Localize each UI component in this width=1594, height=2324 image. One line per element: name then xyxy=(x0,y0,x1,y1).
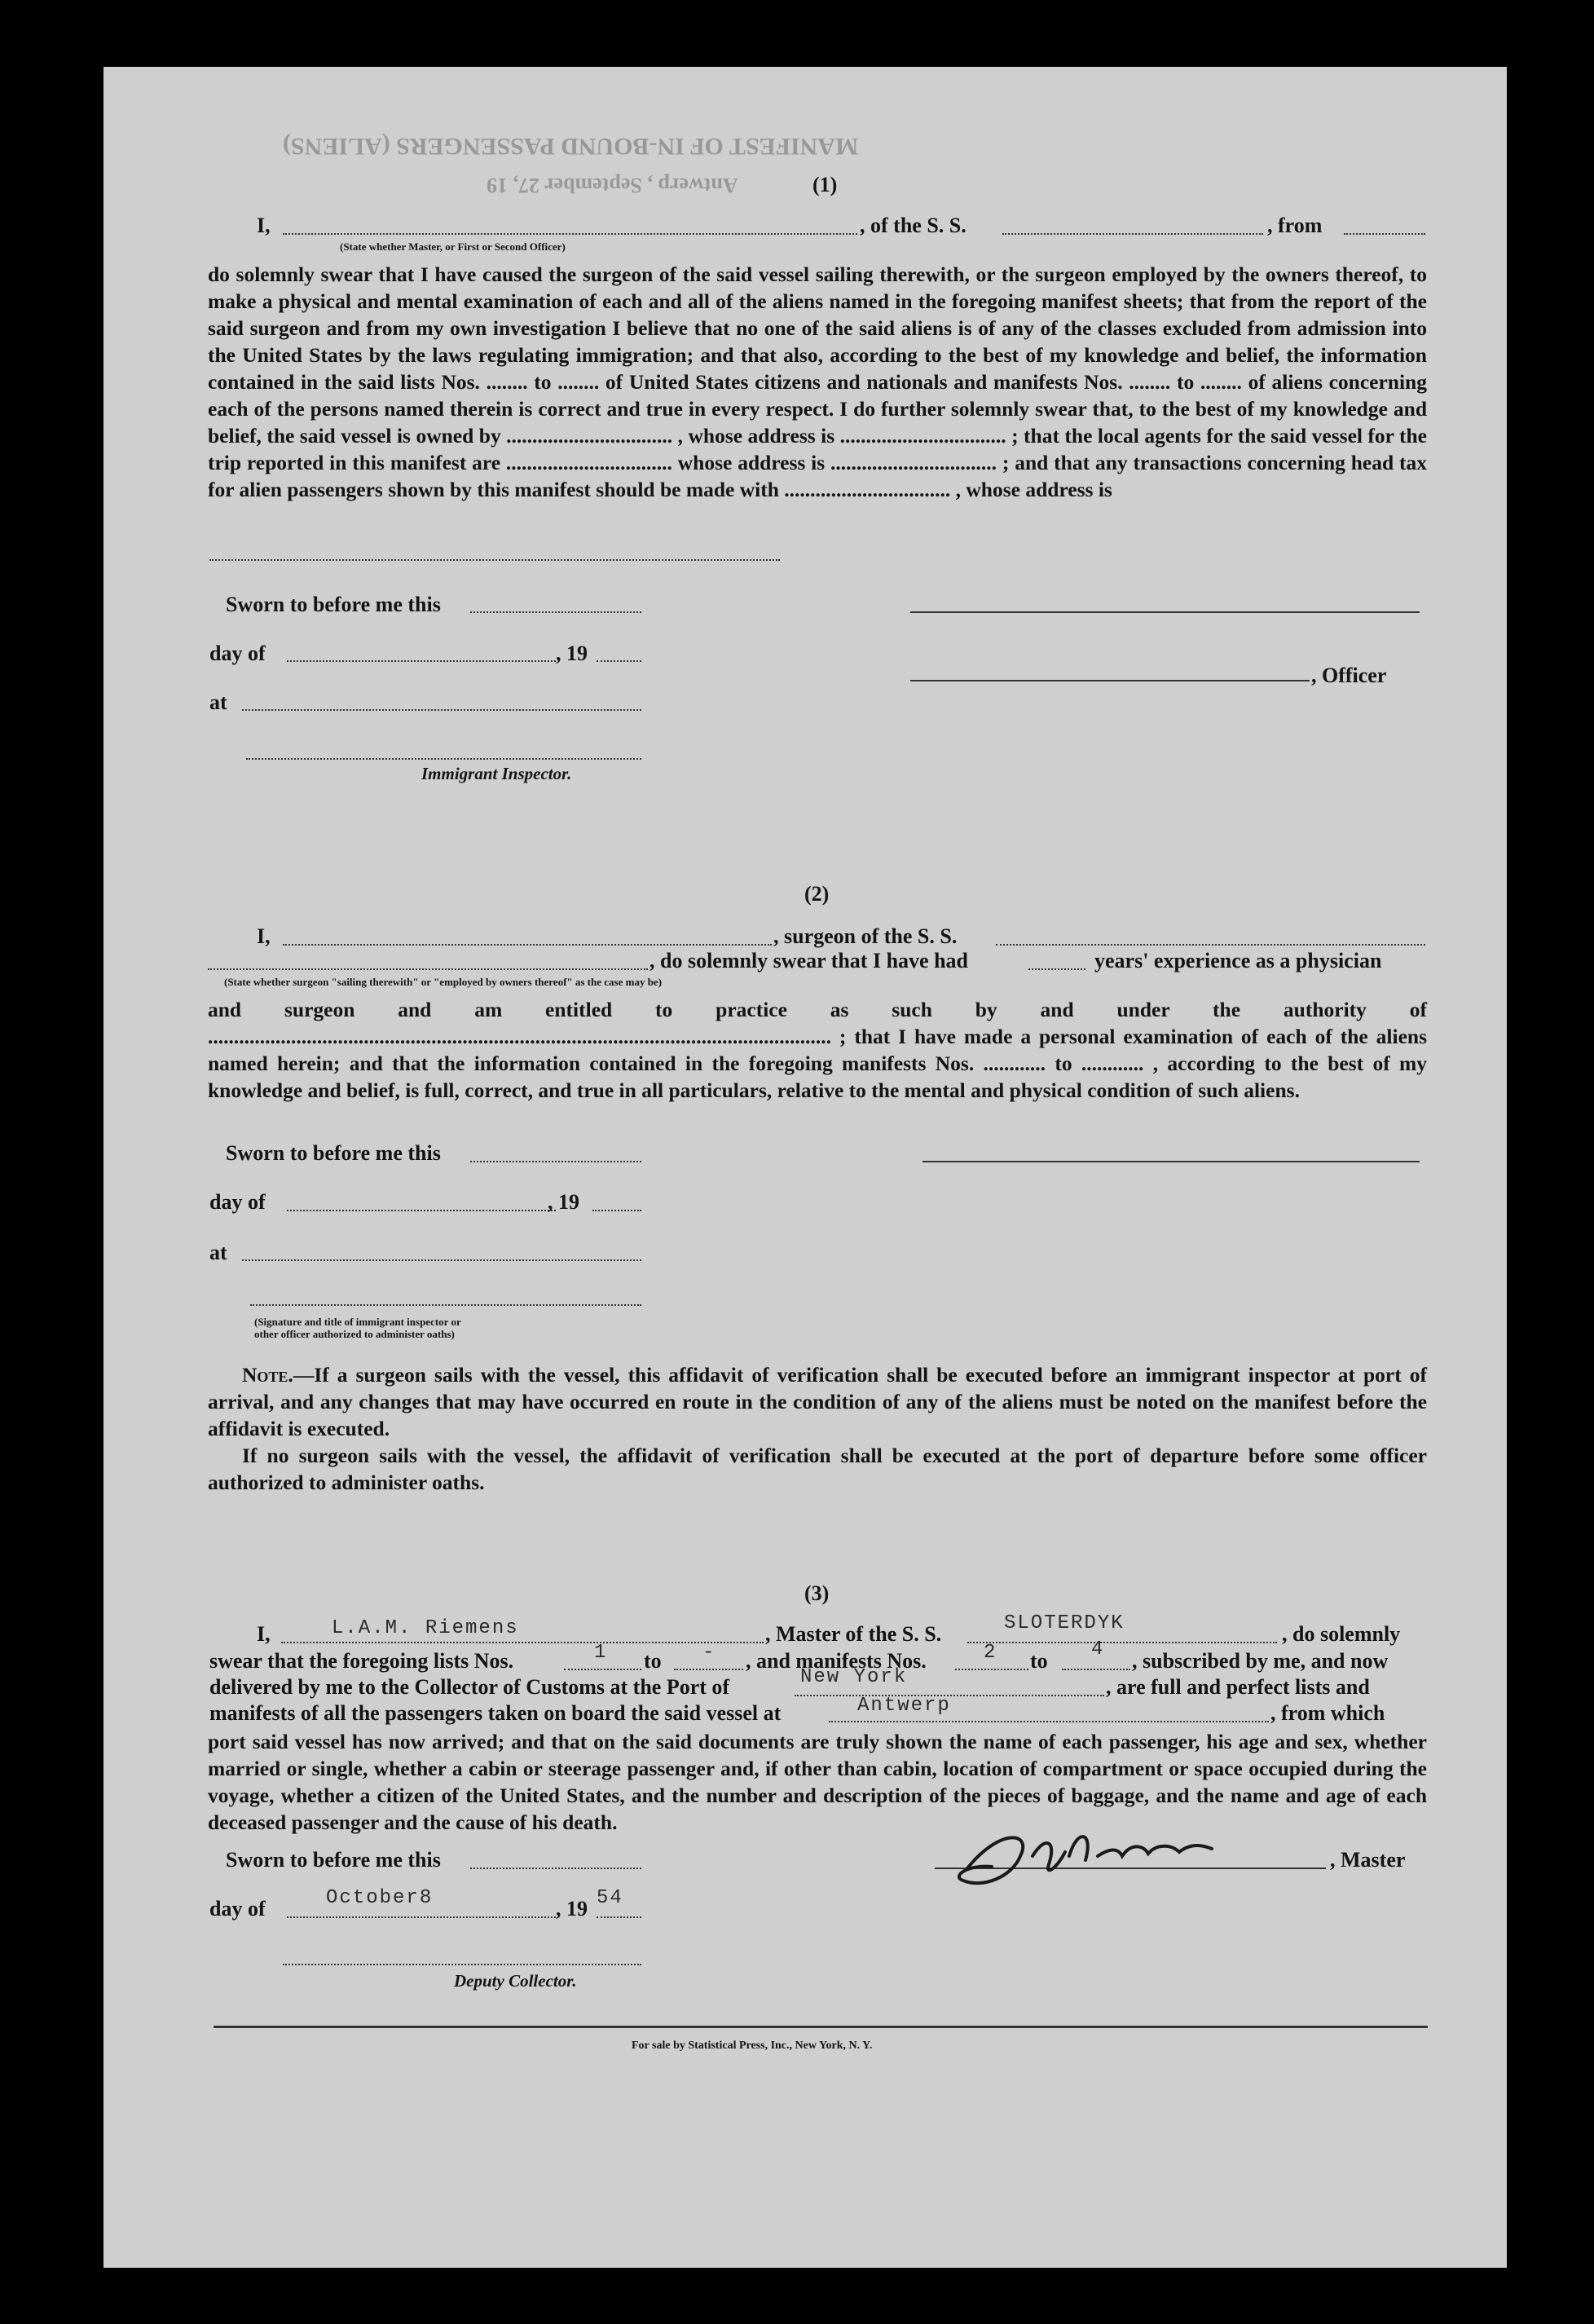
s3-collector-signature-field xyxy=(283,1964,641,1965)
s2-years-field xyxy=(1028,968,1085,970)
s1-inspector-signature-field xyxy=(246,758,641,760)
s2-sworn-field xyxy=(470,1161,641,1162)
s3-to-1-label: to xyxy=(644,1649,662,1673)
s1-officer-field xyxy=(283,233,857,235)
s2-day-of-label: day of xyxy=(209,1190,266,1214)
s3-lists-to: - xyxy=(702,1642,716,1664)
s2-surgeon-name-field xyxy=(283,944,772,946)
s1-sworn-field xyxy=(470,611,641,613)
section-2-number: (2) xyxy=(804,882,830,906)
s3-collector-title: Deputy Collector. xyxy=(454,1971,577,1991)
master-signature-mark xyxy=(935,1819,1326,1901)
s1-officer-note: (State whether Master, or First or Second Officer) xyxy=(340,240,566,253)
s3-lists-from-field xyxy=(564,1669,641,1670)
s2-signer-note-1: (Signature and title of immigrant inspector or xyxy=(254,1316,461,1328)
s3-lists-to-field xyxy=(674,1669,743,1670)
s2-surgeon-signature-line xyxy=(922,1161,1420,1162)
s2-at-label: at xyxy=(209,1241,227,1264)
s3-vessel-name: SLOTERDYK xyxy=(1004,1612,1125,1634)
s1-year-field xyxy=(597,660,641,662)
s1-at-label: at xyxy=(209,690,227,714)
s3-master-label: , Master xyxy=(1330,1848,1406,1872)
s3-vessel-field xyxy=(967,1642,1277,1643)
document-page xyxy=(103,67,1507,2268)
s1-from-field xyxy=(1344,233,1425,235)
s3-master-of-label: , Master of the S. S. xyxy=(765,1622,942,1646)
s2-sworn-label: Sworn to before me this xyxy=(226,1141,441,1165)
s3-full-perfect-label: , are full and perfect lists and xyxy=(1106,1675,1370,1699)
bleed-through-line: Antwerp , September 27, 19 xyxy=(487,174,738,197)
s3-sworn-field xyxy=(470,1868,641,1869)
section-3-number: (3) xyxy=(804,1581,830,1605)
section-1-number: (1) xyxy=(812,173,838,196)
s3-year-field xyxy=(597,1916,641,1918)
s1-officer-signature-line xyxy=(910,611,1420,613)
s3-manifests-label: , and manifests Nos. xyxy=(746,1649,927,1673)
s3-day-of-label: day of xyxy=(209,1897,266,1920)
s2-note-text: —If a surgeon sails with the vessel, this affidavit of verification shall be executed before an immigrant inspector at port of arrival, and any changes that may have occurred en route in the condition of any of the aliens must be noted on the manifest before the affidavit is executed. xyxy=(208,1363,1427,1440)
s2-day-field xyxy=(287,1210,556,1211)
s1-officer-label: , Officer xyxy=(1311,664,1387,687)
s1-year-label: , 19 xyxy=(556,642,588,665)
s3-year-label: , 19 xyxy=(556,1897,588,1920)
s2-inspector-signature-field xyxy=(250,1304,641,1306)
s2-years-label: years' experience as a physician xyxy=(1094,949,1382,972)
s2-note-paragraph xyxy=(208,1361,1427,1442)
s3-port: New York xyxy=(800,1666,908,1688)
s2-note-paragraph-2: If no surgeon sails with the vessel, the affidavit of verification shall be executed at the port of departure before some officer authorized to administer oaths. xyxy=(208,1444,1427,1494)
s2-surgeon-type-field xyxy=(208,968,648,970)
s3-day-field xyxy=(287,1916,556,1918)
s3-manifests-to: 4 xyxy=(1091,1638,1105,1660)
s2-note-title: Note. xyxy=(242,1363,293,1387)
s1-sworn-label: Sworn to before me this xyxy=(226,593,441,616)
s3-from-which-label: , from which xyxy=(1270,1701,1385,1725)
s2-surgeon-note: (State whether surgeon "sailing therewith" or "employed by owners thereof" as the case may be) xyxy=(224,976,663,988)
s1-day-field xyxy=(287,660,556,662)
s2-year-label: , 19 xyxy=(548,1190,579,1214)
s3-year: 54 xyxy=(597,1887,623,1909)
s2-surgeon-of-label: , surgeon of the S. S. xyxy=(773,924,958,948)
s2-year-field xyxy=(592,1210,641,1211)
s3-manifests-from-field xyxy=(955,1669,1028,1670)
s3-oath-paragraph: port said vessel has now arrived; and that on the said documents are truly shown the name of each passenger, his age and sex, whether married or single, whether a cabin or steerage passenger and, if other than cabin, location of compartment or space occupied during the voyage, whether a citizen of the United States, and the number and description of the pieces of baggage, and the name and age of each deceased passenger and the cause of his death. xyxy=(208,1730,1427,1834)
s3-departure: Antwerp xyxy=(857,1695,951,1717)
s3-sworn-label: Sworn to before me this xyxy=(226,1848,441,1872)
s1-of-ss-label: , of the S. S. xyxy=(860,214,967,237)
s3-date: October8 xyxy=(326,1887,434,1909)
s3-do-solemnly-label: , do solemnly xyxy=(1282,1622,1401,1646)
footer-rule xyxy=(214,2026,1428,2028)
s2-vessel-field xyxy=(996,944,1425,946)
s3-master-name: L.A.M. Riemens xyxy=(332,1617,519,1639)
s1-from-label: , from xyxy=(1267,214,1323,237)
s3-master-field xyxy=(281,1642,764,1643)
s1-last-line-field xyxy=(209,559,780,561)
s3-lists-from: 1 xyxy=(594,1642,608,1664)
s3-manifests-of-label: manifests of all the passengers taken on board the said vessel at xyxy=(209,1701,782,1725)
s3-departure-field xyxy=(829,1721,1269,1722)
s1-at-field xyxy=(242,709,641,711)
s1-i-label: I, xyxy=(257,214,271,237)
s3-delivered-label: delivered by me to the Collector of Customs at the Port of xyxy=(209,1675,730,1699)
s1-officer-line xyxy=(910,680,1310,681)
s3-swear-lists-label: swear that the foregoing lists Nos. xyxy=(209,1649,514,1673)
s2-signer-note-2: other officer authorized to administer oaths) xyxy=(254,1328,455,1340)
footer-imprint: For sale by Statistical Press, Inc., New York, N. Y. xyxy=(632,2040,873,2052)
s3-to-2-label: to xyxy=(1030,1649,1048,1673)
s2-i-label: I, xyxy=(257,924,271,948)
s2-oath-paragraph: and surgeon and am entitled to practice as such by and under the authority of ........................................................................................................................ ; that I have made a personal examination of each of the aliens named herein; and that the information contained in the foregoing manifests Nos. ............ to ............ , according to the best of my knowledge and belief, is full, correct, and true in all particulars, relative to the mental and physical condition of such aliens. xyxy=(208,998,1427,1102)
s2-swear-label: , do solemnly swear that I have had xyxy=(649,949,969,972)
s3-i-label: I, xyxy=(257,1622,271,1646)
s1-day-of-label: day of xyxy=(209,642,266,665)
s1-vessel-field xyxy=(1002,233,1263,235)
s1-inspector-title: Immigrant Inspector. xyxy=(421,764,572,783)
s3-subscribed-label: , subscribed by me, and now xyxy=(1132,1649,1389,1673)
s3-manifests-to-field xyxy=(1062,1669,1130,1670)
s1-oath-paragraph: do solemnly swear that I have caused the surgeon of the said vessel sailing therewith, or the surgeon employed by the owners thereof, to make a physical and mental examination of each and all of the aliens named in the foregoing manifest sheets; that from the report of the said surgeon and from my own investigation I believe that no one of the said aliens is of any of the classes excluded from admission into the United States by the laws regulating immigration; and that also, according to the best of my knowledge and belief, the information contained in the said lists Nos. ........ to ........ of United States citizens and nationals and manifests Nos. ........ to ........ of aliens concerning each of the persons named therein is correct and true in every respect. I do further solemnly swear that, to the best of my knowledge and belief, the said vessel is owned by ................................ , whose address is ................................ ; that the local agents for the said vessel for the trip reported in this manifest are ................................ whose address is ................................ ; and that any transactions concerning head tax for alien passengers shown by this manifest should be made with ................................ , whose address is xyxy=(208,262,1427,501)
bleed-through-title: MANIFEST OF IN-BOUND PASSENGERS (ALIENS) xyxy=(283,133,859,160)
s2-at-field xyxy=(242,1259,641,1261)
s3-manifests-from: 2 xyxy=(984,1642,997,1664)
